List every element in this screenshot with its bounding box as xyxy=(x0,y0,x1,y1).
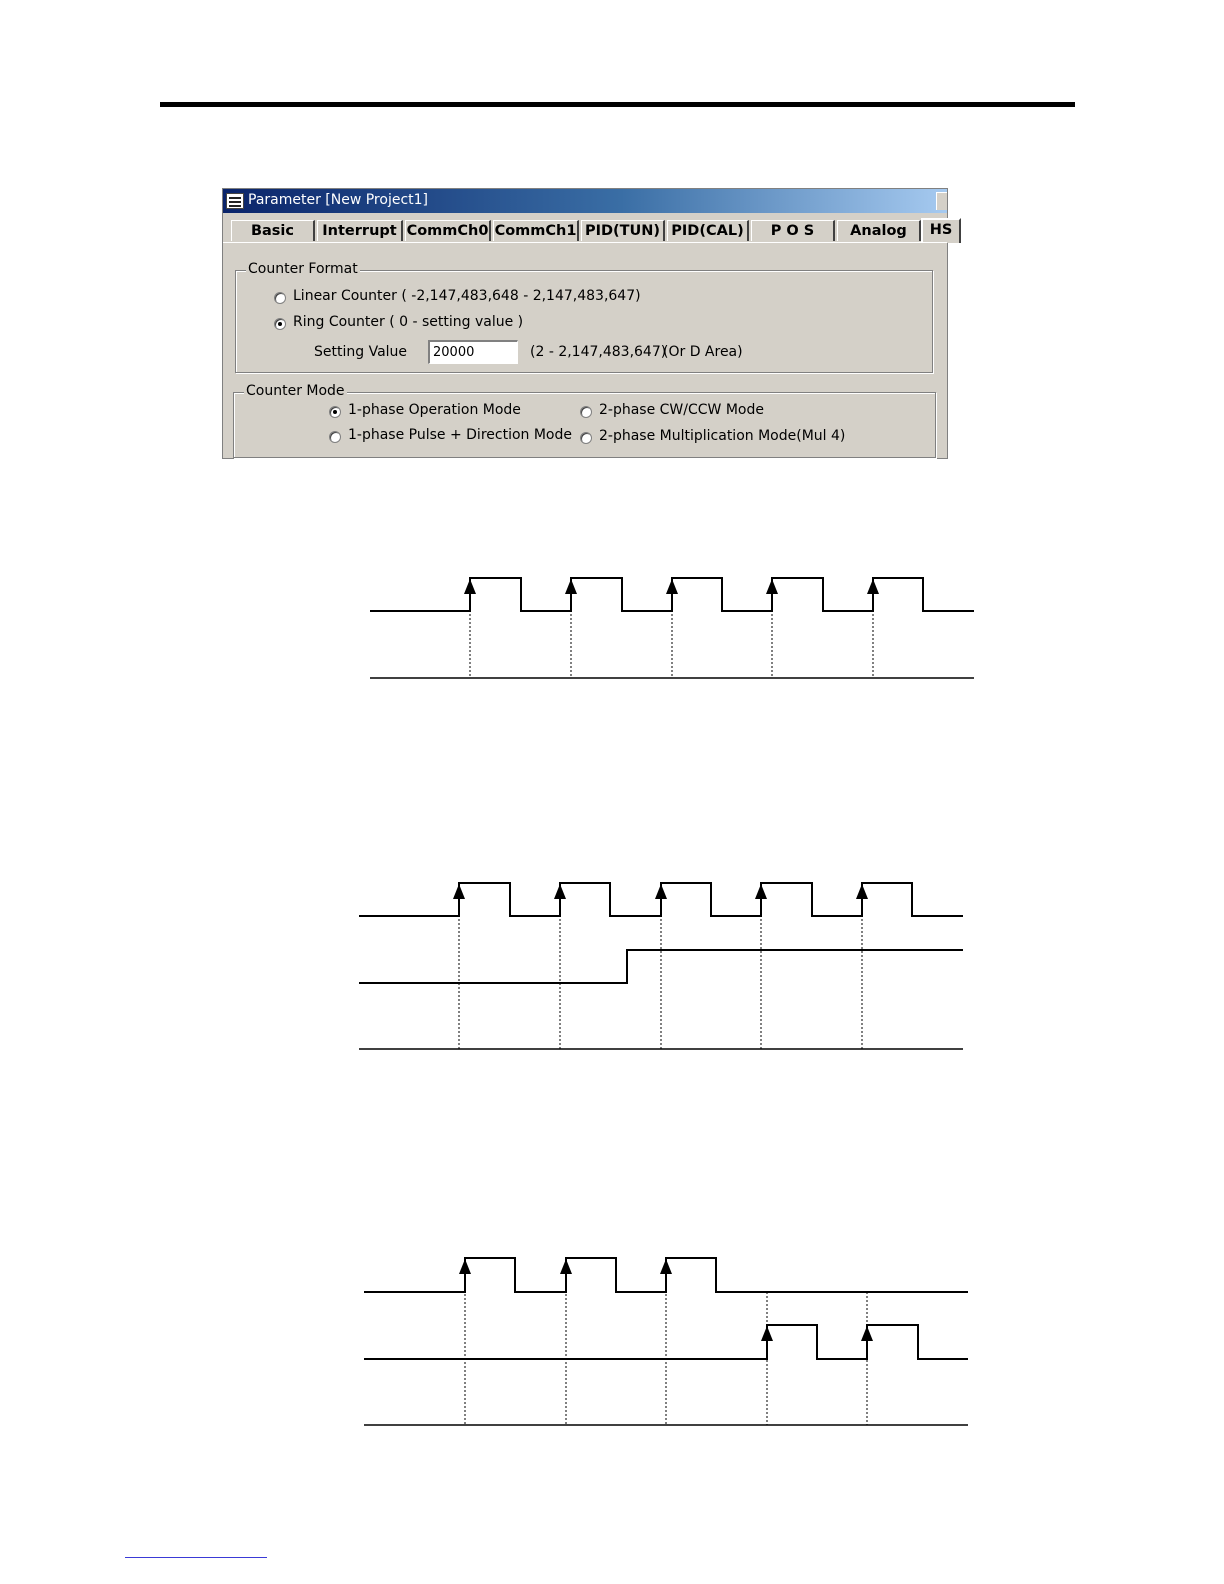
counter-mode-label: Counter Mode xyxy=(246,383,345,399)
tab-analog[interactable]: Analog xyxy=(837,220,921,241)
mode-1phase-pulse-direction-label[interactable]: 1-phase Pulse + Direction Mode xyxy=(348,427,572,443)
setting-value-label: Setting Value xyxy=(314,344,408,360)
tab-interrupt[interactable]: Interrupt xyxy=(317,220,403,241)
tab-pid-tun[interactable]: PID(TUN) xyxy=(581,220,665,241)
tab-pos[interactable]: P O S xyxy=(751,220,835,241)
ring-counter-label[interactable]: Ring Counter ( 0 - setting value ) xyxy=(293,314,524,330)
setting-value-area-note: (Or D Area) xyxy=(663,344,743,360)
linear-counter-label[interactable]: Linear Counter ( -2,147,483,648 - 2,147,483,647) xyxy=(293,288,641,304)
tab-hs[interactable]: HS xyxy=(921,218,961,243)
setting-value-range: (2 - 2,147,483,647) xyxy=(530,344,667,360)
window-title: Parameter [New Project1] xyxy=(248,192,429,208)
timing-diagram-1phase xyxy=(370,578,974,678)
tab-commch0[interactable]: CommCh0 xyxy=(405,220,491,241)
up-arrow-icon xyxy=(453,884,868,899)
tab-pid-cal[interactable]: PID(CAL) xyxy=(667,220,749,241)
mode-2phase-cw-ccw-label[interactable]: 2-phase CW/CCW Mode xyxy=(599,402,764,418)
tab-commch1[interactable]: CommCh1 xyxy=(493,220,579,241)
rising-edge-markers xyxy=(465,1270,867,1425)
up-arrow-icon xyxy=(464,579,879,594)
timing-diagram-cw-ccw xyxy=(364,1258,968,1425)
counter-format-label: Counter Format xyxy=(248,261,358,277)
rising-edge-markers xyxy=(470,590,873,678)
direction-signal-b xyxy=(359,950,963,983)
timing-diagram-pulse-direction xyxy=(359,883,963,1049)
rising-edge-markers xyxy=(459,895,862,1049)
mode-1phase-operation-label[interactable]: 1-phase Operation Mode xyxy=(348,402,521,418)
mode-2phase-multiplication-label[interactable]: 2-phase Multiplication Mode(Mul 4) xyxy=(599,428,846,444)
footer-link-underline[interactable] xyxy=(125,1557,267,1558)
tab-basic[interactable]: Basic xyxy=(231,220,315,241)
